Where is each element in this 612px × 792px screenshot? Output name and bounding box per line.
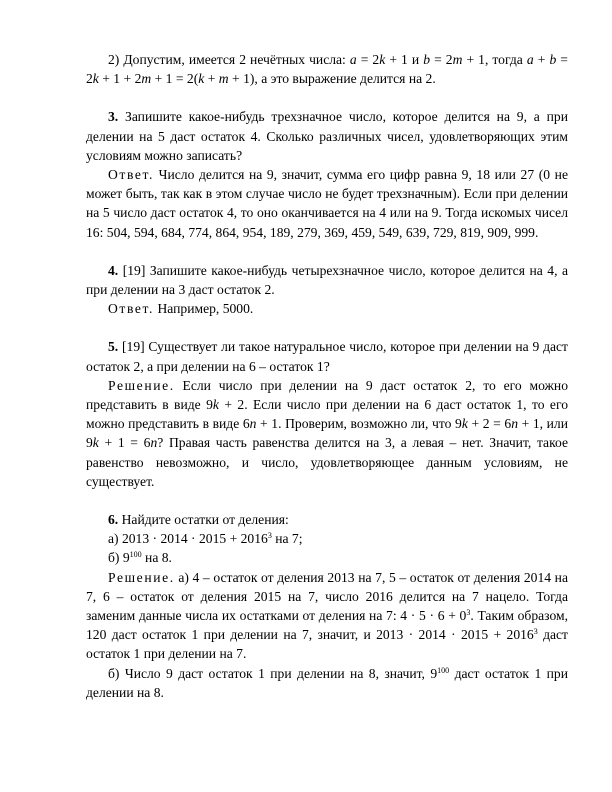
task5-solution	[86, 376, 568, 491]
text: + 2. Если число при делении на 6 даст остаток 1, то его можно представить в виде 6	[86, 397, 568, 432]
task-number: 3.	[108, 109, 119, 125]
text: Найдите остатки от деления:	[118, 512, 289, 528]
text: [19] Запишите какое-нибудь четырехзначное число, которое делится на 4, а при делении на 3 даст остаток 2.	[86, 262, 568, 298]
text: = 2	[356, 52, 380, 67]
answer-label: Ответ.	[108, 301, 155, 317]
solution-label: Решение.	[108, 569, 175, 585]
math-var: m	[452, 52, 463, 67]
paragraph-odd-sum	[86, 50, 568, 88]
spacer	[86, 88, 568, 107]
text: Если число при делении на 9 даст остаток 2, то его можно представить в виде 9	[86, 377, 568, 413]
text: + 1, тогда	[462, 52, 527, 67]
task6-solution-b	[86, 664, 568, 702]
text: + 1 и	[385, 52, 424, 67]
text: +	[533, 52, 550, 67]
text: + 1 + 2	[98, 71, 142, 87]
text: = 2	[430, 52, 453, 67]
spacer	[86, 318, 568, 337]
math-var: b	[423, 52, 431, 67]
math-var: n	[249, 416, 257, 432]
math-var: k	[212, 397, 219, 413]
math-var: k	[379, 52, 386, 67]
text: Запишите какое-нибудь трехзначное число, которое делится на 9, а при делении на 5 даст остаток 4. Сколько различных чисел, удовлетворяющих этим условиям можно записать?	[86, 109, 568, 163]
text: даст остаток 1 при делении на 7.	[86, 627, 569, 662]
text: +	[204, 71, 219, 87]
math-var: n	[150, 435, 158, 451]
text: + 2 = 6	[467, 416, 512, 432]
task-number: 6.	[108, 512, 119, 528]
text: . Таким образом, 120 даст остаток 1 при делении на 7, значит, и 2013 · 2014 · 2015 + 2016	[86, 608, 568, 643]
task6-question	[86, 510, 568, 529]
text: + 1, или 9	[86, 416, 568, 451]
math-var: b	[549, 52, 557, 67]
exponent: 3	[533, 627, 538, 637]
math-var: a	[349, 52, 357, 67]
task4-question	[86, 261, 568, 299]
text: даст остаток 1 при делении на 8.	[86, 665, 568, 700]
task-number: 4.	[108, 262, 119, 278]
math-var: k	[461, 416, 468, 432]
text: + 1 = 6	[98, 435, 151, 451]
text: Число делится на 9, значит, сумма его цифр равна 9, 18 или 27 (0 не может быть, так как в этом случае число не будет трехзначным). Если при делении на 5 число даст остаток 4, то оно оканчивается на 4 или на 9. Тогда искомых чисел 16: 504, 594, 684, 774, 864, 954, 189, 279, 369, 459, 549, 639, 729, 819, 909, 999.	[86, 167, 568, 240]
text: а) 4 – остаток от деления 2013 на 7, 5 – остаток от деления 2014 на 7, 6 – остаток от деления 2015 на 7, число 2016 делится на 7 нацело. Тогда заменим данные числа их остатками от деления на 7: 4 · 5 · 6 + 0	[86, 569, 568, 624]
text: на 7;	[271, 531, 303, 547]
text: + 1. Проверим, возможно ли, что 9	[256, 416, 462, 432]
task3-answer	[86, 165, 568, 242]
text: Например, 5000.	[154, 301, 254, 317]
exponent: 100	[437, 665, 450, 675]
text: [19] Существует ли такое натуральное число, которое при делении на 9 даст остаток 2, а при делении на 6 – остаток 1?	[86, 339, 568, 374]
math-var: k	[92, 71, 99, 87]
exponent: 3	[267, 531, 272, 541]
task5-question	[86, 337, 568, 375]
task-number: 5.	[108, 339, 119, 355]
task6-part-b	[86, 548, 568, 567]
task6-solution-a	[86, 568, 568, 664]
text: ? Правая часть равенства делится на 3, а левая – нет. Значит, такое равенство невозможно, и число, удовлетворяющее данным условиям, не существует.	[86, 435, 568, 489]
spacer	[86, 491, 568, 510]
math-var: m	[141, 71, 152, 87]
math-var: m	[218, 71, 229, 87]
task6-part-a	[86, 529, 568, 548]
math-var: n	[511, 416, 518, 432]
text: + 1), а это выражение делится на 2.	[228, 71, 436, 87]
text: б) Число 9 даст остаток 1 при делении на 8, значит, 9	[108, 665, 438, 681]
task4-answer	[86, 299, 568, 318]
math-var: k	[92, 435, 99, 451]
text: б) 9	[108, 550, 130, 566]
text: + 1 = 2(	[151, 71, 199, 87]
answer-label: Ответ.	[108, 167, 155, 183]
spacer	[86, 242, 568, 261]
math-var: k	[198, 71, 205, 87]
exponent: 3	[466, 608, 471, 618]
text: = 2	[86, 52, 568, 87]
text: а) 2013 · 2014 · 2015 + 2016	[108, 531, 268, 547]
text: на 8.	[141, 550, 172, 566]
exponent: 100	[129, 550, 142, 560]
solution-label: Решение.	[108, 377, 175, 393]
text: 2) Допустим, имеется 2 нечётных числа:	[108, 52, 350, 67]
task3-question	[86, 107, 568, 165]
math-var: a	[526, 52, 534, 67]
